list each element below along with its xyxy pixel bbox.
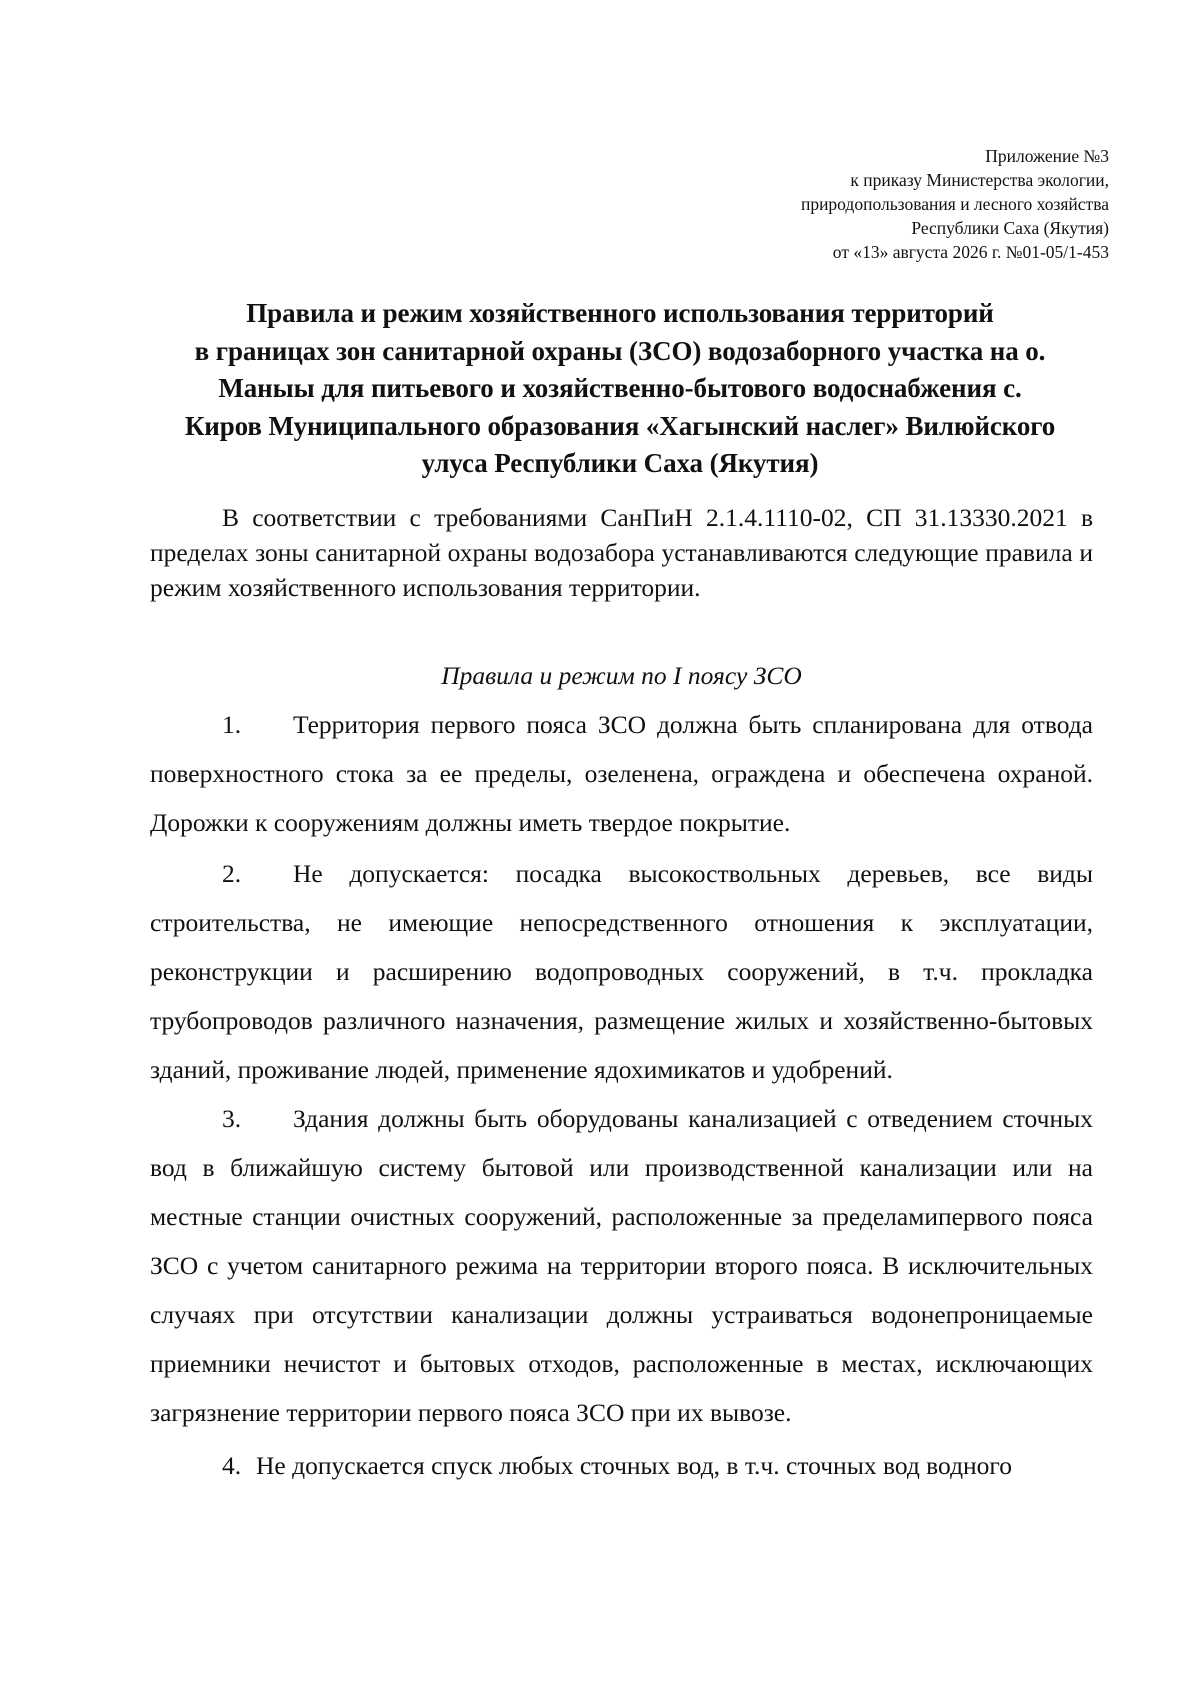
- rule-item: [150, 1441, 1093, 1490]
- rule-number: 4.: [222, 1451, 242, 1480]
- rule-number: 3.: [222, 1104, 242, 1133]
- annex-ministry: природопользования и лесного хозяйства: [800, 194, 1109, 214]
- title-line: Маныы для питьевого и хозяйственно-бытового водоснабжения с.: [218, 373, 1022, 403]
- rules-list: [150, 700, 1093, 1490]
- rule-item: [150, 1094, 1093, 1437]
- rule-item: [150, 849, 1093, 1094]
- title-line: Киров Муниципального образования «Хагынский наслег» Вилюйского: [184, 410, 1056, 441]
- rule-text: Территория первого пояса ЗСО должна быть спланирована для отвода поверхностного стока за ее пределы, озеленена, ограждена и обеспечена охраной. Дорожки к сооружениям должны иметь твердое покрытие.: [150, 710, 1093, 837]
- section-heading: Правила и режим по I поясу ЗСО: [441, 661, 802, 690]
- annex-number: Приложение №3: [985, 146, 1109, 166]
- rule-number: 2.: [222, 859, 242, 888]
- title-line: в границах зон санитарной охраны (ЗСО) водозаборного участка на о.: [194, 335, 1046, 366]
- document-title: [150, 295, 1090, 483]
- annex-republic: Республики Саха (Якутия): [911, 218, 1109, 238]
- rule-text: Не допускается спуск любых сточных вод, в т.ч. сточных вод водного: [256, 1451, 1013, 1480]
- title-line: Правила и режим хозяйственного использования территорий: [246, 298, 994, 328]
- annex-order-ref: к приказу Министерства экологии,: [850, 170, 1109, 190]
- rule-number: 1.: [222, 710, 242, 739]
- rule-item: [150, 700, 1093, 847]
- annex-header: [549, 144, 1109, 264]
- title-line: улуса Республики Саха (Якутия): [421, 448, 819, 478]
- intro-paragraph: В соответствии с требованиями СанПиН 2.1.4.1110-02, СП 31.13330.2021 в пределах зоны санитарной охраны водозабора устанавливаются следующие правила и режим хозяйственного использования территории.: [150, 503, 1093, 602]
- rule-text: Здания должны быть оборудованы канализацией с отведением сточных вод в ближайшую систему бытовой или производственной канализации или на местные станции очистных сооружений, расположенные за пределамипервого пояса ЗСО с учетом санитарного режима на территории второго пояса. В исключительных случаях при отсутствии канализации должны устраиваться водонепроницаемые приемники нечистот и бытовых отходов, расположенные в местах, исключающих загрязнение территории первого пояса ЗСО при их вывозе.: [150, 1104, 1093, 1427]
- rule-text: Не допускается: посадка высокоствольных деревьев, все виды строительства, не имеющие непосредственного отношения к эксплуатации, реконструкции и расширению водопроводных сооружений, в т.ч. прокладка трубопроводов различного назначения, размещение жилых и хозяйственно-бытовых зданий, проживание людей, применение ядохимикатов и удобрений.: [150, 859, 1093, 1084]
- annex-date: от «13» августа 2026 г. №01-05/1-453: [832, 242, 1109, 262]
